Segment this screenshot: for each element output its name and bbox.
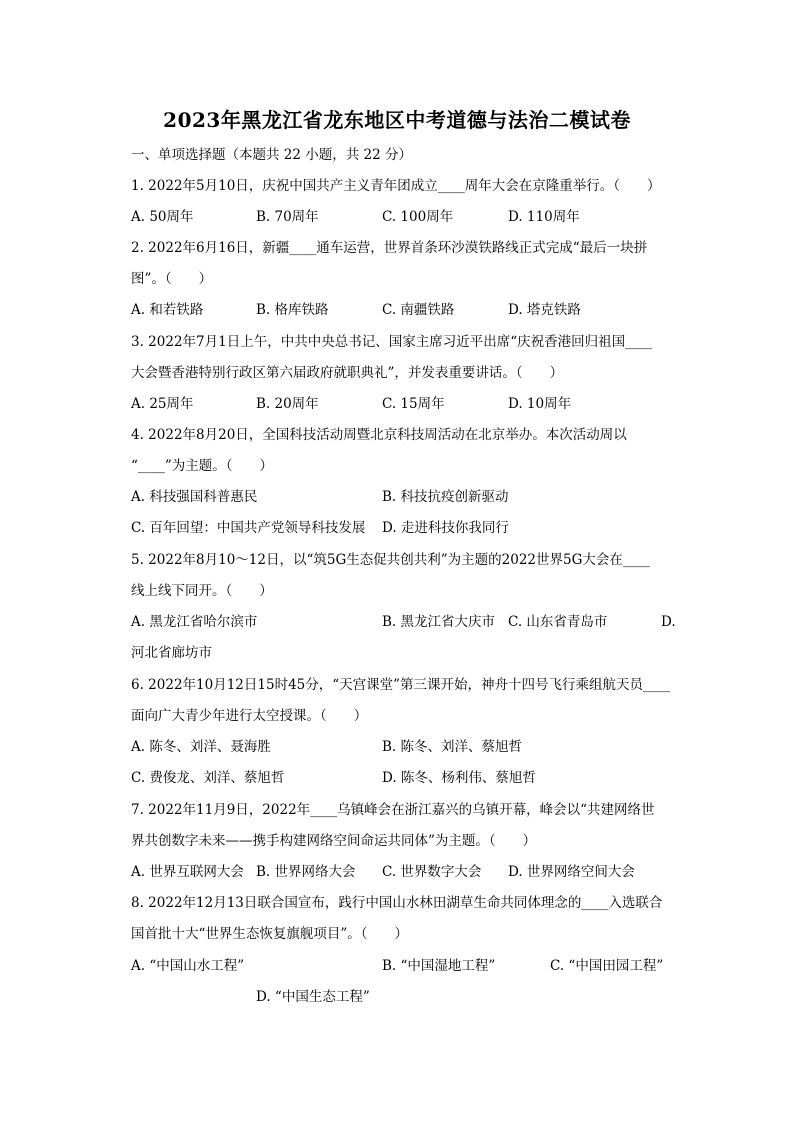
q7-option-c: C. 世界数字大会 [382, 864, 482, 880]
question-2-stem-line2: 图”。（ ） [131, 271, 213, 287]
question-8-stem-line1: 8. 2022年12月13日联合国宣布，践行中国山水林田湖草生命共同体理念的____入选联合 [131, 895, 663, 911]
q1-option-a: A. 50周年 [131, 209, 194, 225]
question-1-stem: 1. 2022年5月10日，庆祝中国共产主义青年团成立____周年大会在京隆重举行。（ ） [131, 178, 661, 194]
question-6-stem-line1: 6. 2022年10月12日15时45分，“天宫课堂”第三课开始，神舟十四号飞行乘组航天员____ [131, 677, 671, 693]
q7-option-d: D. 世界网络空间大会 [508, 864, 635, 880]
q6-option-a: A. 陈冬、刘洋、聂海胜 [131, 739, 271, 755]
question-7-stem-line2: 界共创数字未来——携手构建网络空间命运共同体”为主题。（ ） [131, 833, 537, 849]
question-3-stem-line1: 3. 2022年7月1日上午，中共中央总书记、国家主席习近平出席“庆祝香港回归祖国____ [131, 334, 653, 350]
q2-option-c: C. 南疆铁路 [382, 302, 455, 318]
q1-option-d: D. 110周年 [508, 209, 580, 225]
q4-option-c: C. 百年回望：中国共产党领导科技发展 [131, 520, 366, 536]
q5-option-b: B. 黑龙江省大庆市 [382, 614, 496, 630]
q4-option-a: A. 科技强国科普惠民 [131, 489, 258, 505]
q8-option-d: D. “中国生态工程” [256, 989, 370, 1005]
q8-option-b: B. “中国湿地工程” [382, 958, 496, 974]
q1-option-c: C. 100周年 [382, 209, 454, 225]
q2-option-d: D. 塔克铁路 [508, 302, 581, 318]
q3-option-c: C. 15周年 [382, 396, 445, 412]
question-5-stem-line2: 线上线下同开。（ ） [131, 583, 273, 599]
question-4-stem-line1: 4. 2022年8月20日，全国科技活动周暨北京科技周活动在北京举办。本次活动周以 [131, 427, 627, 443]
q5-option-a: A. 黑龙江省哈尔滨市 [131, 614, 258, 630]
q4-option-d: D. 走进科技你我同行 [382, 520, 509, 536]
q8-option-a: A. “中国山水工程” [131, 958, 245, 974]
q3-option-b: B. 20周年 [256, 396, 319, 412]
q5-option-d-text: 河北省廊坊市 [131, 645, 212, 661]
q1-option-b: B. 70周年 [256, 209, 319, 225]
question-8-stem-line2: 国首批十大“世界生态恢复旗舰项目”。（ ） [131, 926, 409, 942]
q5-option-d-label: D. [661, 614, 676, 630]
q4-option-b: B. 科技抗疫创新驱动 [382, 489, 509, 505]
q3-option-d: D. 10周年 [508, 396, 572, 412]
q8-option-c: C. “中国田园工程” [550, 958, 664, 974]
q6-option-d: D. 陈冬、杨利伟、蔡旭哲 [382, 770, 536, 786]
question-6-stem-line2: 面向广大青少年进行太空授课。（ ） [131, 708, 368, 724]
q7-option-a: A. 世界互联网大会 [131, 864, 244, 880]
q2-option-a: A. 和若铁路 [131, 302, 204, 318]
q3-option-a: A. 25周年 [131, 396, 194, 412]
page-title: 2023年黑龙江省龙东地区中考道德与法治二模试卷 [163, 108, 631, 132]
q6-option-c: C. 费俊龙、刘洋、蔡旭哲 [131, 770, 285, 786]
q6-option-b: B. 陈冬、刘洋、蔡旭哲 [382, 739, 523, 755]
question-5-stem-line1: 5. 2022年8月10～12日，以“筑5G生态促共创共利”为主题的2022世界5G大会在____ [131, 552, 650, 568]
question-4-stem-line2: “____”为主题。（ ） [131, 458, 274, 474]
q5-option-c: C. 山东省青岛市 [508, 614, 608, 630]
section-heading: 一、单项选择题（本题共 22 小题，共 22 分） [131, 147, 413, 163]
q2-option-b: B. 格库铁路 [256, 302, 329, 318]
question-7-stem-line1: 7. 2022年11月9日，2022年____乌镇峰会在浙江嘉兴的乌镇开幕，峰会以“共建网络世 [131, 802, 655, 818]
q7-option-b: B. 世界网络大会 [256, 864, 356, 880]
question-3-stem-line2: 大会暨香港特别行政区第六届政府就职典礼”，并发表重要讲话。（ ） [131, 365, 564, 381]
question-2-stem-line1: 2. 2022年6月16日，新疆____通车运营，世界首条环沙漠铁路线正式完成“最后一块拼 [131, 240, 648, 256]
